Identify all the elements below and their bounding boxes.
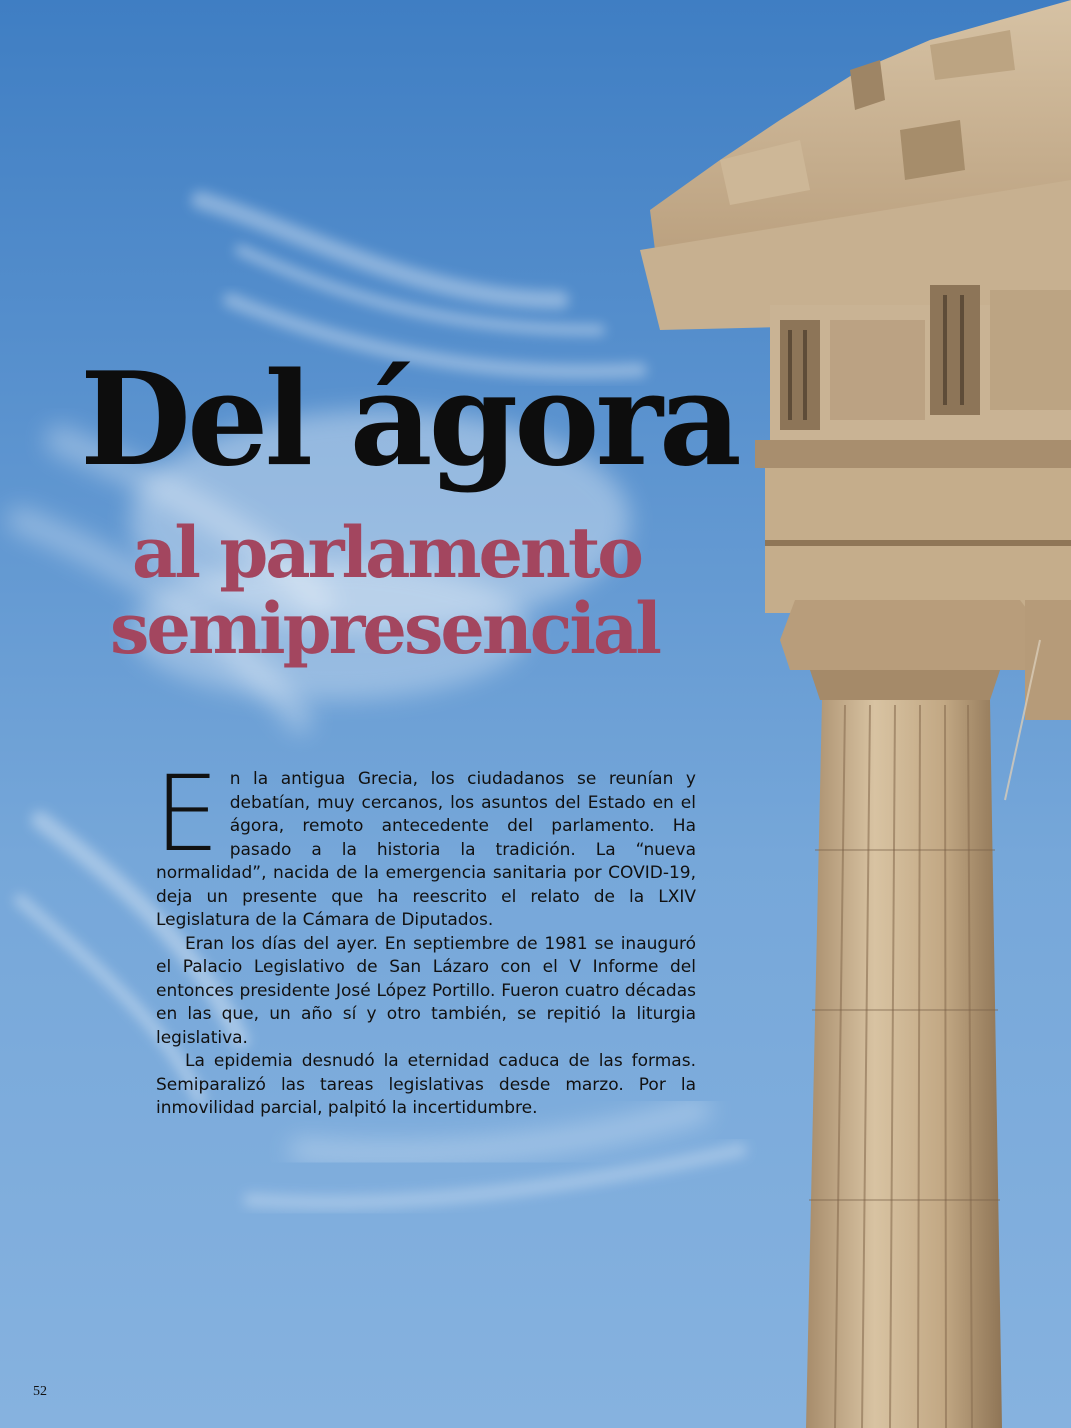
drop-cap: E xyxy=(154,753,220,875)
subheadline-line-2: semipresencial xyxy=(110,587,659,670)
page-number: 52 xyxy=(33,1384,47,1399)
subheadline xyxy=(110,511,659,670)
headline: Del ágora xyxy=(80,345,738,495)
article-body xyxy=(154,753,696,1121)
article-paragraph-2: Eran los días del ayer. En septiembre de 1981 se inauguró el Palacio Legislativo de San Lázaro con el V Informe del entonces presidente José López Portillo. Fueron cuatro décadas en las que, un año sí y otro también, se repitió la liturgia legislativa. xyxy=(156,933,696,1048)
article-paragraph-3: La epidemia desnudó la eternidad caduca de las formas. Semiparalizó las tareas legislativas desde marzo. Por la inmovilidad parcial, palpitó la incertidumbre. xyxy=(156,1051,696,1118)
article-paragraph-1 xyxy=(154,753,696,933)
article-paragraph-1-text: n la antigua Grecia, los ciudadanos se reunían y debatían, muy cercanos, los asuntos del Estado en el ágora, remoto antecedente del parlamento. Ha pasado a la historia la tradición. La “nueva normalidad”, nacida de la emergencia sanitaria por COVID-19, deja un presente que ha reescrito el relato de la LXIV Legislatura de la Cámara de Diputados. xyxy=(156,769,696,930)
subheadline-line-1: al parlamento xyxy=(132,511,641,594)
